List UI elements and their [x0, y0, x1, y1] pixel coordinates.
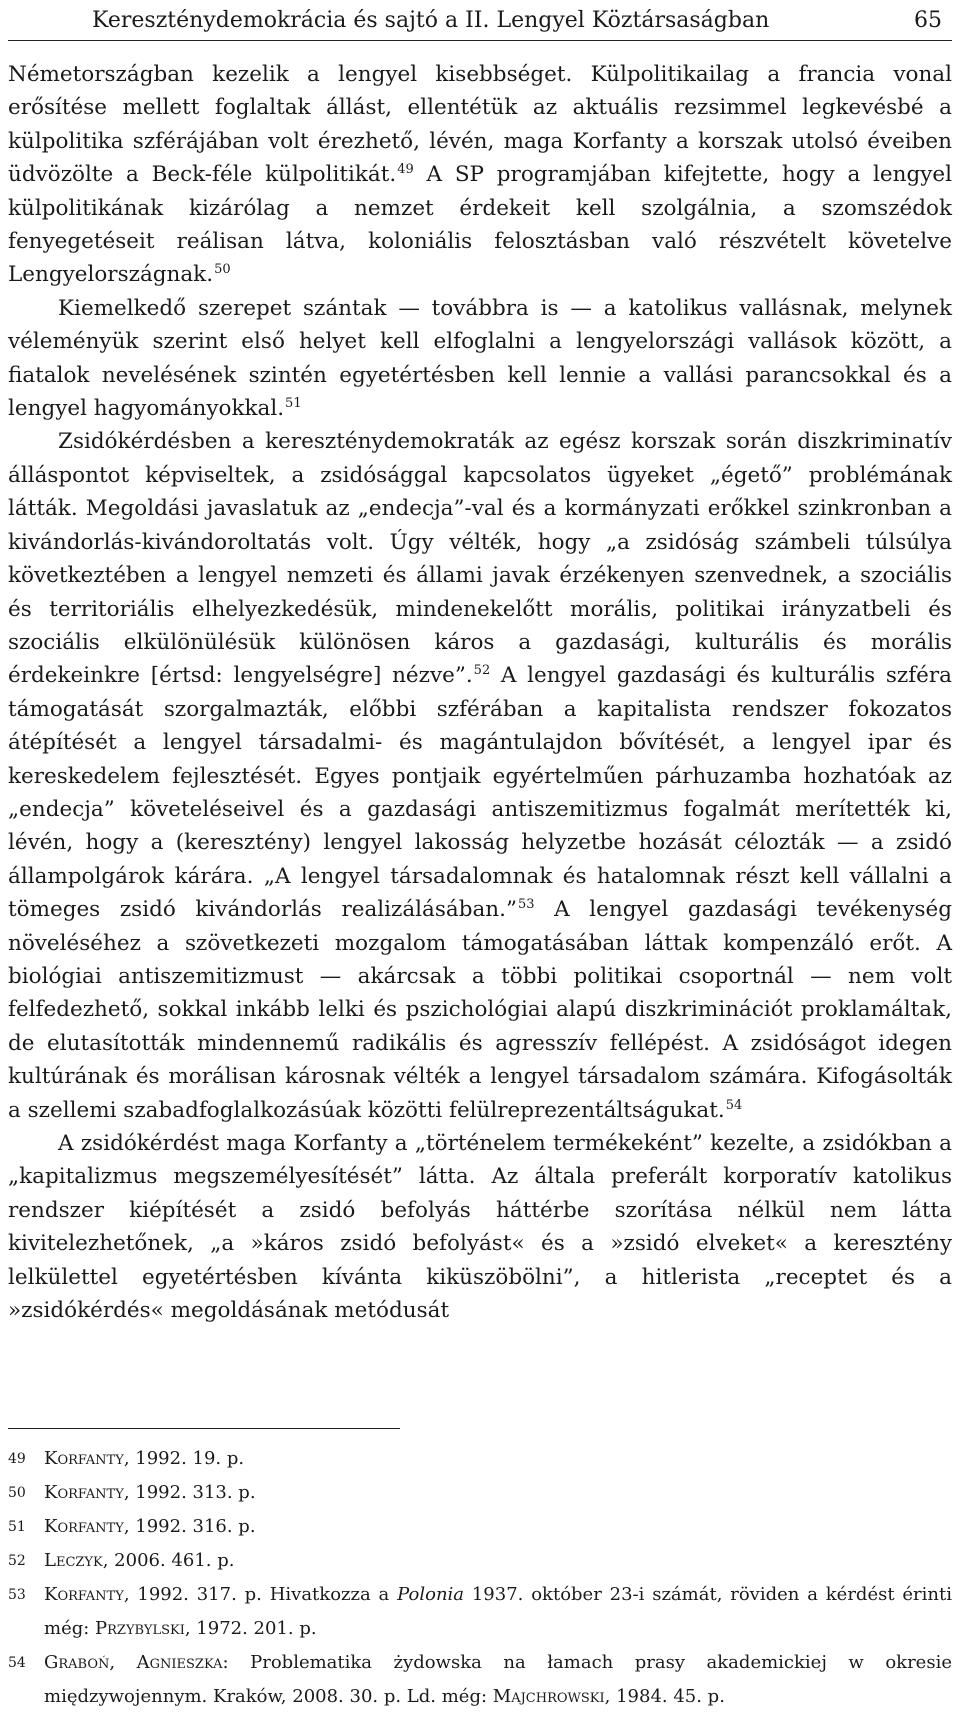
author-name: Korfanty: [44, 1584, 124, 1605]
text-run: , 2006. 461. p.: [102, 1550, 235, 1571]
paragraph: [8, 425, 952, 1127]
author-name: Leczyk: [44, 1550, 103, 1571]
text-run: A lengyel gazdasági és kulturális szféra támogatását szorgalmazták, előbbi szférában a kapitalista rendszer fokozatos átépítését a lengyel társadalmi- és magántulajdon bővítését, a lengyel ipar és kereskedelem fejlesztését. Egyes pontjaik egyértelműen párhuzamba hozhatóak az „endecja” követeléseivel és a gazdasági antiszemitizmus fogalmát merítették ki, lévén, hogy a (keresztény) lengyel lakosság helyzetbe hozását célozták — a zsidó állampolgárok kárára. „A lengyel társadalomnak és hatalomnak részt kell vállalni a tömeges zsidó kivándorlás realizálásában.”: [8, 663, 952, 923]
footnote-number: 51: [8, 1519, 26, 1535]
text-run: A lengyel gazdasági tevékenység növeléséhez a szövetkezeti mozgalom támogatásában láttak kompenzáló erőt. A biológiai antiszemitizmust — akárcsak a többi politikai csoportnál — nem volt felfedezhető, sokkal inkább lelki és pszichológiai alapú diszkriminációt proklamáltak, de elutasították mindennemű radikális és agresszív fellépést. A zsidóságot idegen kultúrának és morálisan károsnak vélték a lengyel társadalom számára. Kifogásolták a szellemi szabadfoglalkozásúak közötti felülreprezentáltságukat.: [8, 897, 952, 1123]
footnote-separator: [8, 1428, 400, 1429]
text-run: Németországban kezelik a lengyel kisebbséget. Külpolitikailag a francia vonal erősítése mellett foglaltak állást, ellentétük az aktuális rezsimmel legkevésbé a külpolitika szférájában volt érezhető, lévén, maga Korfanty a korszak utolsó éveiben üdvözölte a Beck-féle külpolitikát.: [8, 62, 952, 188]
footnote-number: 52: [8, 1553, 26, 1569]
footnote-text: [44, 1510, 952, 1544]
text-run: A SP programjában kifejtette, hogy a lengyel külpolitikának kizárólag a nemzet érdekeit kell szolgálnia, a szomszédok fenyegetéseit reálisan látva, koloniális felosztásban való részvételt követelve Lengyelországnak.: [8, 162, 952, 288]
running-header: [8, 4, 952, 38]
body-text: [8, 58, 952, 1327]
footnote-text: [44, 1646, 952, 1714]
footnote-item: [8, 1476, 952, 1510]
footnote-ref[interactable]: 54: [725, 1097, 743, 1113]
author-name: Korfanty: [44, 1448, 124, 1469]
paragraph: [8, 292, 952, 426]
footnote-text: [44, 1578, 952, 1646]
author-name: Majchrowski: [492, 1686, 605, 1707]
text-run: , 1992. 19. p.: [123, 1448, 245, 1469]
text-run: , 1972. 201. p.: [184, 1618, 317, 1639]
footnote-text: [44, 1442, 952, 1476]
footnote-ref[interactable]: 53: [517, 897, 535, 913]
italic-title: Polonia: [397, 1584, 465, 1605]
text-run: , 1992. 313. p.: [123, 1482, 256, 1503]
page-number: 65: [914, 8, 942, 33]
footnote-ref[interactable]: 50: [214, 262, 231, 278]
footnote-item: [8, 1646, 952, 1714]
paragraph: [8, 58, 952, 292]
author-name: Graboń, Agnieszka: [44, 1652, 223, 1673]
footnote-text: [44, 1544, 952, 1578]
header-rule: [8, 40, 952, 41]
footnote-number: 53: [8, 1587, 26, 1603]
footnote-item: [8, 1442, 952, 1476]
footnotes: [8, 1442, 952, 1714]
footnote-item: [8, 1578, 952, 1646]
text-run: , 1984. 45. p.: [604, 1686, 725, 1707]
footnote-item: [8, 1510, 952, 1544]
text-run: , 1992. 317. p. Hivatkozza a: [123, 1584, 398, 1605]
footnote-text: [44, 1476, 952, 1510]
author-name: Korfanty: [44, 1482, 124, 1503]
text-run: Zsidókérdésben a kereszténydemokraták az egész korszak során diszkriminatív álláspontot képviseltek, a zsidósággal kapcsolatos ügyeket „égető” problémának látták. Megoldási javaslatuk az „endecja”-val és a kormányzati erőkkel szinkronban a kivándorlás-kivándoroltatás volt. Úgy vélték, hogy „a zsidóság számbeli túlsúlya következtében a lengyel nemzeti és állami javak érzékenyen szenvednek, a szociális és territoriális elhelyezkedésük, mindenekelőtt morális, politikai irányzatbeli és szociális elkülönülésük különösen káros a gazdasági, kulturális és morális érdekeinkre [értsd: lengyelségre] nézve”.: [8, 429, 952, 689]
text-run: 1937. október 23-i számát, röviden a kérdést érinti még:: [44, 1584, 952, 1639]
text-run: : Problematika żydowska na łamach prasy akademickiej w okresie międzywojennym. Kraków, 2008. 30. p. Ld. még:: [44, 1652, 952, 1707]
paragraph: [8, 1127, 952, 1327]
author-name: Przybylski: [95, 1618, 185, 1639]
text-run: A zsidókérdést maga Korfanty a „történelem termékeként” kezelte, a zsidókban a „kapitalizmus megszemélyesítését” látta. Az általa preferált korporatív katolikus rendszer kiépítését a zsidó befolyás háttérbe szorítása nélkül nem látta kivitelezhetőnek, „a »káros zsidó befolyást« és a »zsidó elveket« a keresztény lelkülettel egyetértésben kívánta kiküszöbölni”, a hitlerista „receptet és a »zsidókérdés« megoldásának metódusát: [8, 1131, 952, 1324]
footnote-ref[interactable]: 52: [473, 663, 491, 679]
author-name: Korfanty: [44, 1516, 124, 1537]
text-run: Kiemelkedő szerepet szántak — továbbra is — a katolikus vallásnak, melynek véleményük szerint első helyet kell elfoglalni a lengyelországi vallások között, a fiatalok nevelésének szintén egyetértésben kell lennie a vallási parancsokkal és a lengyel hagyományokkal.: [8, 295, 952, 422]
footnote-number: 49: [8, 1451, 26, 1467]
footnote-number: 54: [8, 1655, 26, 1671]
footnote-number: 50: [8, 1485, 26, 1501]
footnote-item: [8, 1544, 952, 1578]
footnote-ref[interactable]: 49: [397, 162, 414, 178]
running-header-title: Kereszténydemokrácia és sajtó a II. Lengyel Köztársaságban: [92, 8, 770, 33]
text-run: , 1992. 316. p.: [123, 1516, 256, 1537]
footnote-ref[interactable]: 51: [285, 396, 302, 412]
